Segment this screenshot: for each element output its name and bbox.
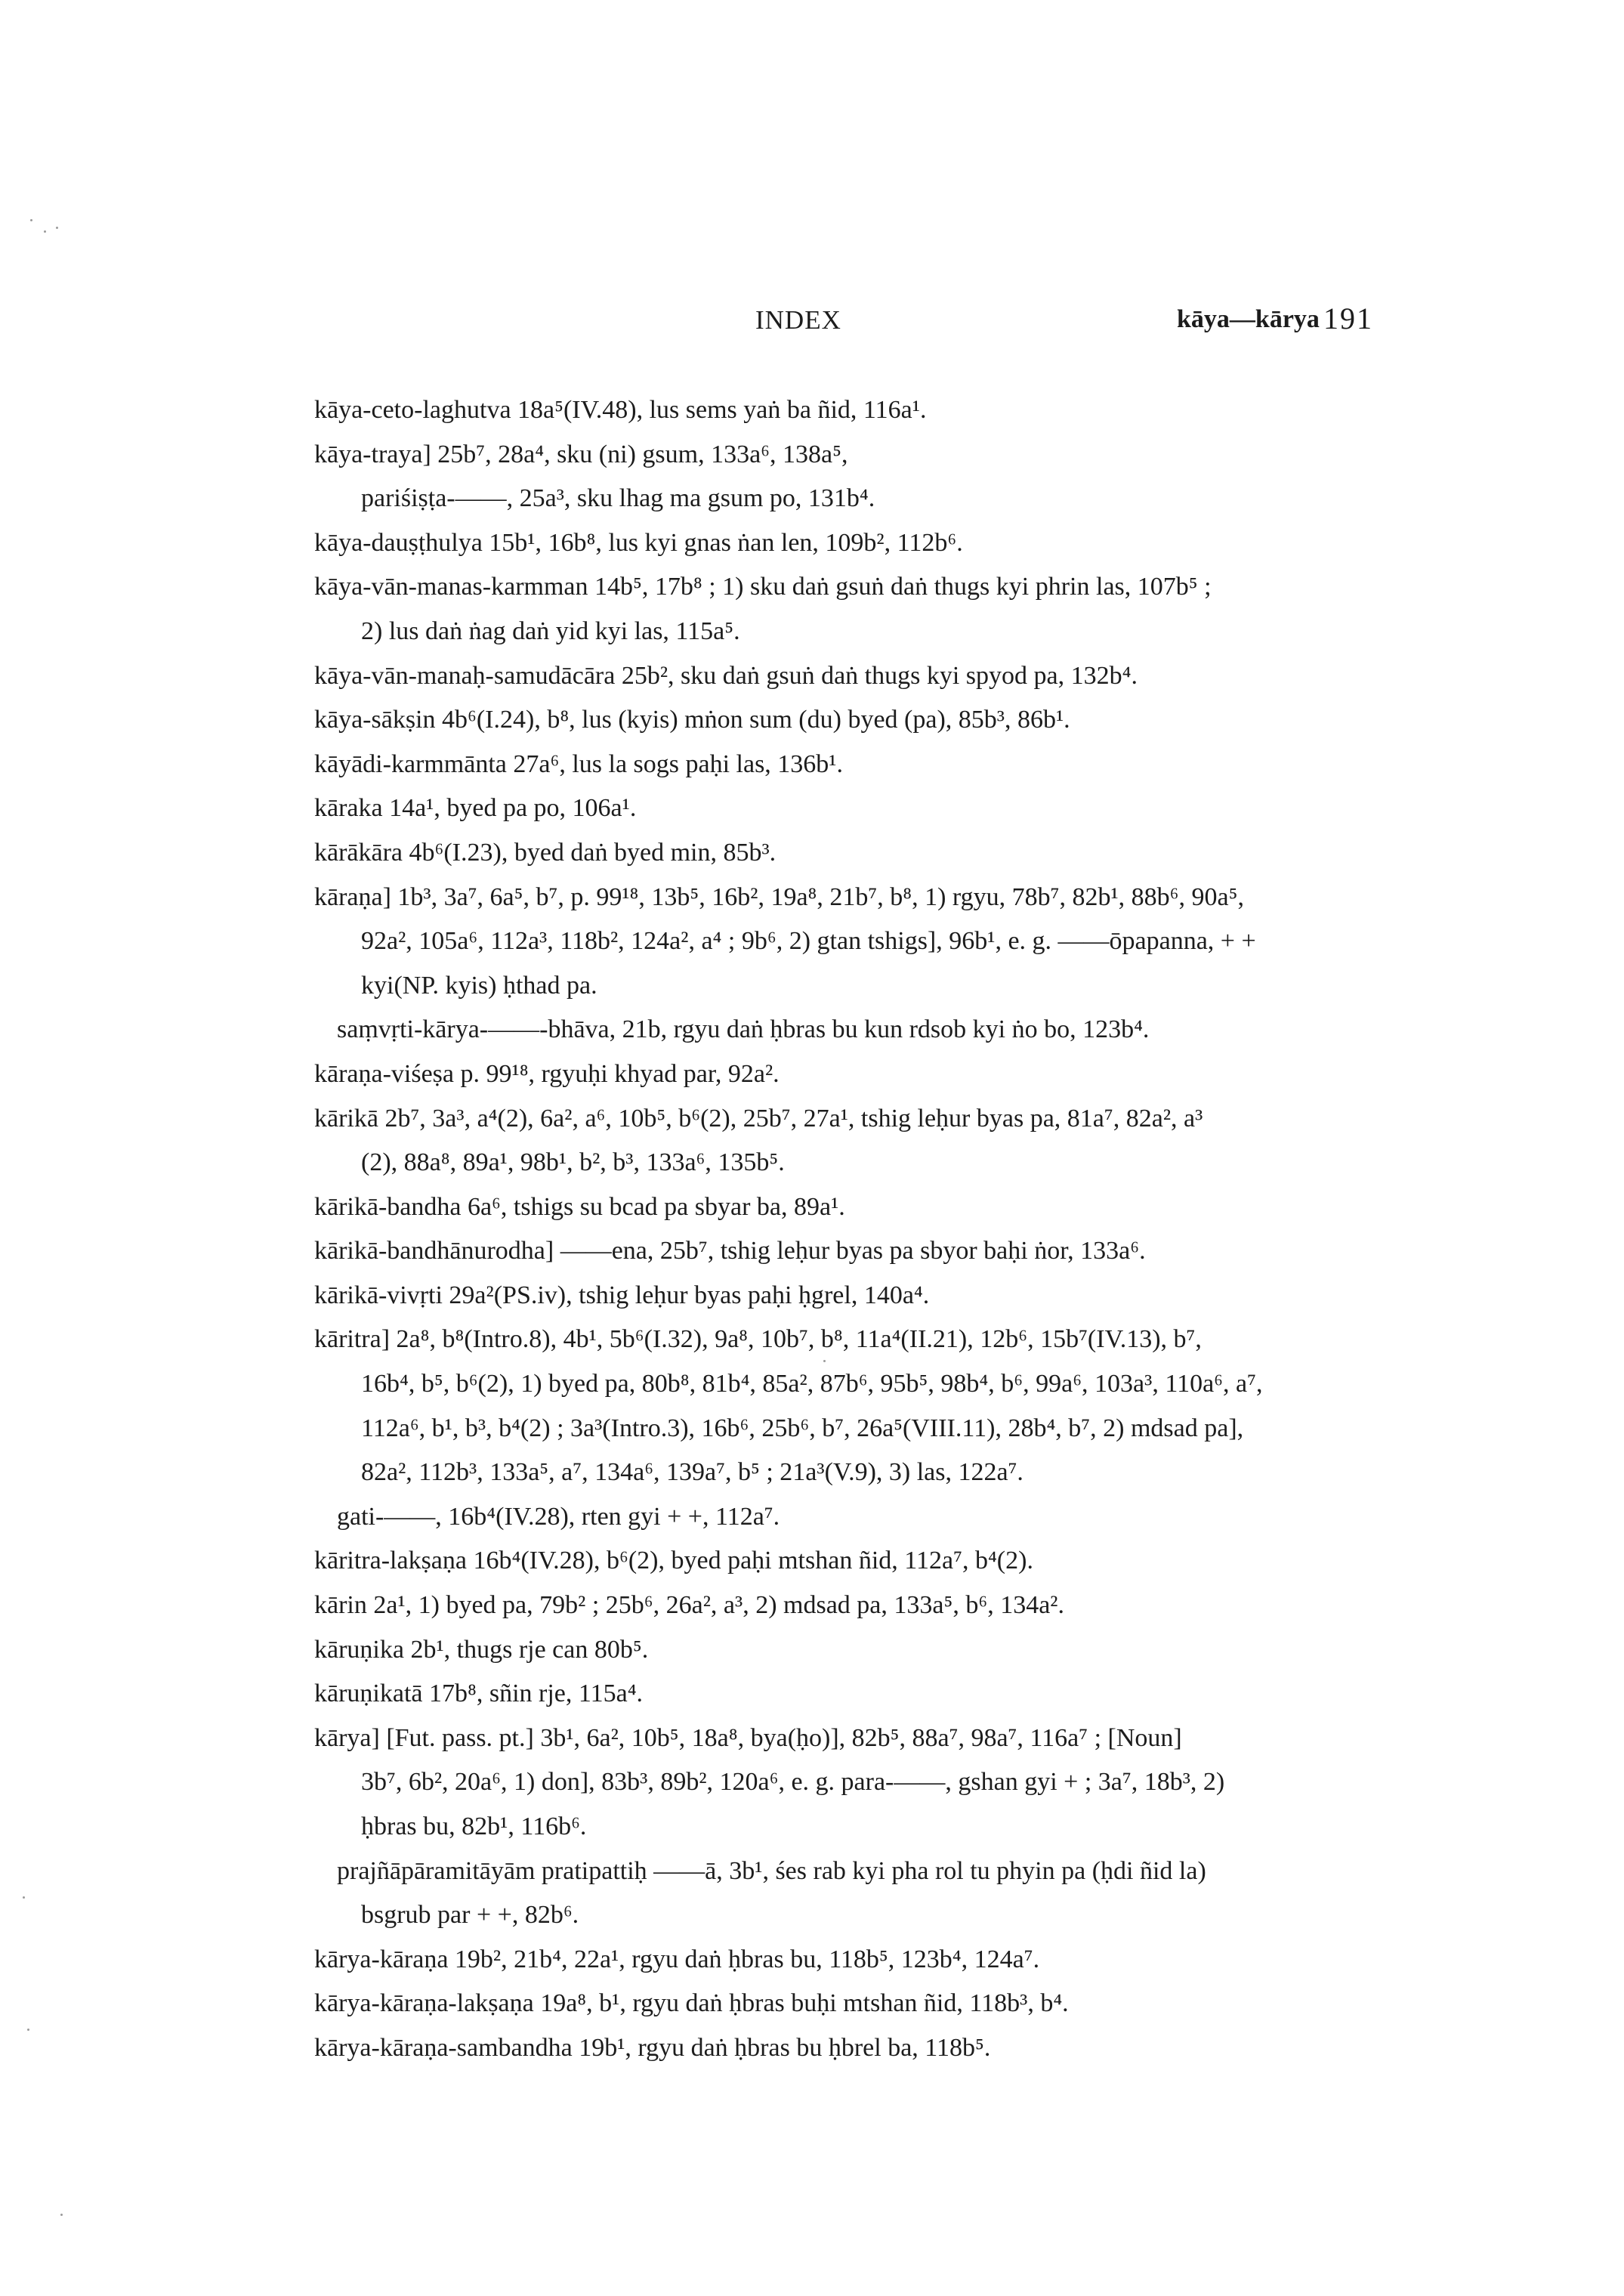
page-number: 191	[1323, 301, 1373, 335]
index-entry-line: kārya-kāraṇa-sambandha 19b¹, rgyu daṅ ḥbras bu ḥbrel ba, 118b⁵.	[314, 2033, 991, 2062]
header-guide-words: kāya—kārya	[1177, 305, 1320, 333]
header-index-title: INDEX	[755, 305, 841, 335]
index-continuation-line: gati-——, 16b⁴(IV.28), rten gyi + +, 112a⁷.	[337, 1502, 780, 1531]
index-continuation-line: 92a², 105a⁶, 112a³, 118b², 124a², a⁴ ; 9b⁶, 2) gtan tshigs], 96b¹, e. g. ——ōpapanna, + +	[361, 927, 1256, 956]
index-continuation-line: bsgrub par + +, 82b⁶.	[361, 1901, 579, 1930]
index-continuation-line: pariśiṣṭa-——, 25a³, sku lhag ma gsum po, 131b⁴.	[361, 484, 875, 513]
index-entry-line: kāraṇa] 1b³, 3a⁷, 6a⁵, b⁷, p. 99¹⁸, 13b⁵, 16b², 19a⁸, 21b⁷, b⁸, 1) rgyu, 78b⁷, 82b¹, 88b⁶, 90a⁵,	[314, 882, 1244, 911]
index-continuation-line: 2) lus daṅ ṅag daṅ yid kyi las, 115a⁵.	[361, 616, 740, 645]
index-continuation-line: kyi(NP. kyis) ḥthad pa.	[361, 971, 597, 1000]
index-entry-line: kārya] [Fut. pass. pt.] 3b¹, 6a², 10b⁵, 18a⁸, bya(ḥo)], 82b⁵, 88a⁷, 98a⁷, 116a⁷ ; [Noun]	[314, 1723, 1182, 1752]
index-entry-line: kāya-dauṣṭhulya 15b¹, 16b⁸, lus kyi gnas ṅan len, 109b², 112b⁶.	[314, 528, 963, 557]
index-entry-line: kāruṇikatā 17b⁸, sñin rje, 115a⁴.	[314, 1680, 644, 1708]
index-continuation-line: 16b⁴, b⁵, b⁶(2), 1) byed pa, 80b⁸, 81b⁴, 85a², 87b⁶, 95b⁵, 98b⁴, b⁶, 99a⁶, 103a³, 110a⁶, a⁷,	[361, 1370, 1263, 1398]
index-entry-line: kārya-kāraṇa-lakṣaṇa 19a⁸, b¹, rgyu daṅ ḥbras buḥi mtshan ñid, 118b³, b⁴.	[314, 1989, 1069, 2018]
index-entries	[314, 388, 1409, 2071]
index-entry-line: kāya-sākṣin 4b⁶(I.24), b⁸, lus (kyis) mṅon sum (du) byed (pa), 85b³, 86b¹.	[314, 706, 1070, 734]
index-continuation-line: ḥbras bu, 82b¹, 116b⁶.	[361, 1812, 587, 1840]
index-entry-line: kāruṇika 2b¹, thugs rje can 80b⁵.	[314, 1635, 649, 1664]
index-entry-line: kāraka 14a¹, byed pa po, 106a¹.	[314, 794, 637, 823]
index-entry-line: kārikā-vivṛti 29a²(PS.iv), tshig leḥur byas paḥi ḥgrel, 140a⁴.	[314, 1281, 930, 1309]
index-entry-line: kāritra] 2a⁸, b⁸(Intro.8), 4b¹, 5b⁶(I.32), 9a⁸, 10b⁷, b⁸, 11a⁴(II.21), 12b⁶, 15b⁷(IV.13), b⁷,	[314, 1325, 1202, 1354]
index-entry-line: kārya-kāraṇa 19b², 21b⁴, 22a¹, rgyu daṅ ḥbras bu, 118b⁵, 123b⁴, 124a⁷.	[314, 1945, 1040, 1973]
index-continuation-line: saṃvṛti-kārya-——-bhāva, 21b, rgyu daṅ ḥbras bu kun rdsob kyi ṅo bo, 123b⁴.	[337, 1015, 1150, 1044]
index-entry-line: kāyādi-karmmānta 27a⁶, lus la sogs paḥi las, 136b¹.	[314, 749, 844, 778]
index-continuation-line: prajñāpāramitāyām pratipattiḥ ——ā, 3b¹, śes rab kyi pha rol tu phyin pa (ḥdi ñid la)	[337, 1856, 1206, 1885]
index-entry-line: kārikā-bandha 6a⁶, tshigs su bcad pa sbyar ba, 89a¹.	[314, 1192, 845, 1221]
index-continuation-line: (2), 88a⁸, 89a¹, 98b¹, b², b³, 133a⁶, 135b⁵.	[361, 1148, 785, 1177]
index-entry-line: kāritra-lakṣaṇa 16b⁴(IV.28), b⁶(2), byed paḥi mtshan ñid, 112a⁷, b⁴(2).	[314, 1547, 1033, 1575]
index-entry-line: kārikā-bandhānurodha] ——ena, 25b⁷, tshig leḥur byas pa sbyor baḥi ṅor, 133a⁶.	[314, 1237, 1146, 1265]
index-entry-line: kārākāra 4b⁶(I.23), byed daṅ byed min, 85b³.	[314, 838, 776, 867]
index-continuation-line: 112a⁶, b¹, b³, b⁴(2) ; 3a³(Intro.3), 16b⁶, 25b⁶, b⁷, 26a⁵(VIII.11), 28b⁴, b⁷, 2) mdsad pa],	[361, 1414, 1244, 1442]
index-entry-line: kāya-vān-manaḥ-samudācāra 25b², sku daṅ gsuṅ daṅ thugs kyi spyod pa, 132b⁴.	[314, 661, 1138, 690]
index-entry-line: kāraṇa-viśeṣa p. 99¹⁸, rgyuḥi khyad par, 92a².	[314, 1059, 780, 1088]
index-entry-line: kāya-traya] 25b⁷, 28a⁴, sku (ni) gsum, 133a⁶, 138a⁵,	[314, 440, 848, 468]
index-entry-line: kārin 2a¹, 1) byed pa, 79b² ; 25b⁶, 26a², a³, 2) mdsad pa, 133a⁵, b⁶, 134a².	[314, 1591, 1064, 1620]
running-header	[0, 301, 1624, 343]
index-continuation-line: 82a², 112b³, 133a⁵, a⁷, 134a⁶, 139a⁷, b⁵ ; 21a³(V.9), 3) las, 122a⁷.	[361, 1458, 1023, 1487]
index-entry-line: kāya-ceto-laghutva 18a⁵(IV.48), lus sems yaṅ ba ñid, 116a¹.	[314, 396, 927, 424]
index-entry-line: kāya-vān-manas-karmman 14b⁵, 17b⁸ ; 1) sku daṅ gsuṅ daṅ thugs kyi phrin las, 107b⁵ ;	[314, 573, 1212, 601]
index-entry-line: kārikā 2b⁷, 3a³, a⁴(2), 6a², a⁶, 10b⁵, b⁶(2), 25b⁷, 27a¹, tshig leḥur byas pa, 81a⁷, 82a², a³	[314, 1104, 1203, 1133]
index-continuation-line: 3b⁷, 6b², 20a⁶, 1) don], 83b³, 89b², 120a⁶, e. g. para-——, gshan gyi + ; 3a⁷, 18b³, 2)	[361, 1768, 1225, 1797]
